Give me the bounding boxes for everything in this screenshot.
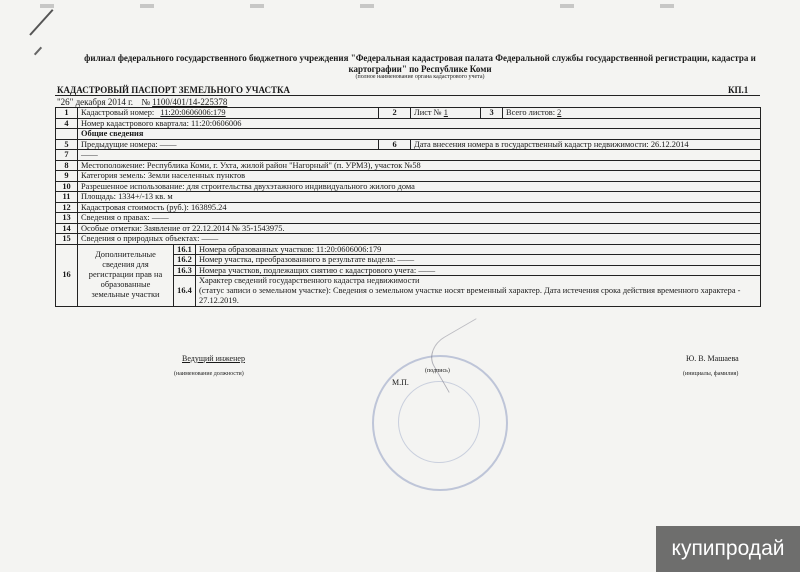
location: Местоположение: Республика Коми, г. Ухта, жилой район "Нагорный" (п. УРМЗ), участок №58 <box>78 160 761 171</box>
additional-info-label: Дополнительные сведения для регистрации прав на образованные земельные участки <box>78 244 174 306</box>
signer-name: Ю. В. Машаева <box>686 354 739 363</box>
row-7-value: —— <box>78 150 761 161</box>
sheet-number-cell <box>411 108 481 119</box>
pen-mark <box>29 9 53 36</box>
row-number: 4 <box>56 118 78 129</box>
signature-caption: (подпись) <box>425 368 450 374</box>
formed-parcels: Номера образованных участков: 11:20:0606006:179 <box>196 244 761 255</box>
row-number: 3 <box>481 108 503 119</box>
cadastral-number-cell <box>78 108 379 119</box>
row-number: 8 <box>56 160 78 171</box>
total-sheets-label: Всего листов: <box>506 108 556 117</box>
record-status: (статус записи о земельном участке): Сведения о земельном участке носят временный характер. Дата истечения срока действия временного характера - 27.12.2019. <box>196 286 761 307</box>
permitted-use: Разрешенное использование: для строительства двухэтажного индивидуального жилого дома <box>78 181 761 192</box>
scan-edge-mark <box>660 4 674 8</box>
pen-mark <box>34 47 42 56</box>
scan-edge-mark <box>560 4 574 8</box>
watermark: купипродай <box>656 526 800 572</box>
table-row <box>56 244 761 255</box>
table-row <box>56 139 761 150</box>
area: Площадь: 1334+/-13 кв. м <box>78 192 761 203</box>
parcels-to-remove: Номера участков, подлежащих снятию с кадастрового учета: —— <box>196 265 761 276</box>
signer-position: Ведущий инженер <box>182 354 245 363</box>
organization-caption: (полное наименование органа кадастрового учета) <box>355 74 485 80</box>
scan-edge-mark <box>250 4 264 8</box>
sheet-value: 1 <box>443 108 448 117</box>
special-notes: Особые отметки: Заявление от 22.12.2014 № 35-1543975. <box>78 223 761 234</box>
table-row <box>56 108 761 119</box>
cadastral-number-value: 11:20:0606006:179 <box>160 108 226 117</box>
record-nature-title: Характер сведений государственного кадастра недвижимости <box>196 276 761 286</box>
table-row <box>56 234 761 245</box>
scan-edge-mark <box>140 4 154 8</box>
document-date-line <box>57 97 227 107</box>
row-number: 10 <box>56 181 78 192</box>
previous-numbers: Предыдущие номера: —— <box>78 139 379 150</box>
row-number: 6 <box>379 139 411 150</box>
row-number: 2 <box>379 108 411 119</box>
rights-info: Сведения о правах: —— <box>78 213 761 224</box>
number-sign: № <box>141 97 150 107</box>
registration-date: Дата внесения номера в государственный кадастр недвижимости: 26.12.2014 <box>411 139 761 150</box>
cadastral-value: Кадастровая стоимость (руб.): 163895.24 <box>78 202 761 213</box>
table-row <box>56 202 761 213</box>
section-general-info: Общие сведения <box>78 129 761 140</box>
transformed-parcel: Номер участка, преобразованного в результате выдела: —— <box>196 255 761 266</box>
scan-edge-mark <box>360 4 374 8</box>
document-title: КАДАСТРОВЫЙ ПАСПОРТ ЗЕМЕЛЬНОГО УЧАСТКА <box>57 85 291 95</box>
table-row <box>56 150 761 161</box>
sub-row-number: 16.3 <box>174 265 196 276</box>
table-row <box>56 129 761 140</box>
row-number: 15 <box>56 234 78 245</box>
table-row <box>56 181 761 192</box>
sub-row-number: 16.4 <box>174 276 196 307</box>
table-row <box>56 192 761 203</box>
table-row <box>56 223 761 234</box>
document-number: 1100/401/14-225378 <box>152 97 228 107</box>
total-sheets-cell <box>503 108 761 119</box>
row-number: 1 <box>56 108 78 119</box>
table-row <box>56 118 761 129</box>
land-category: Категория земель: Земли населенных пунктов <box>78 171 761 182</box>
official-seal-emblem <box>398 381 480 463</box>
row-number: 5 <box>56 139 78 150</box>
natural-objects: Сведения о природных объектах: —— <box>78 234 761 245</box>
sub-row-number: 16.2 <box>174 255 196 266</box>
table-row <box>56 160 761 171</box>
stamp-place-label: М.П. <box>392 378 409 387</box>
row-number: 16 <box>56 244 78 306</box>
divider <box>55 95 760 96</box>
position-caption: (наименование должности) <box>174 371 244 377</box>
form-code: КП.1 <box>728 85 749 95</box>
cadastral-table <box>55 107 761 307</box>
row-number: 13 <box>56 213 78 224</box>
name-caption: (инициалы, фамилия) <box>683 371 739 377</box>
document-date: "26" декабря 2014 г. <box>57 97 134 107</box>
table-row <box>56 213 761 224</box>
organization-name: филиал федерального государственного бюджетного учреждения "Федеральная кадастровая палата Федеральной службы государственной регистрации, кадастра и картографии" по Республике Коми <box>84 53 756 74</box>
table-row <box>56 171 761 182</box>
row-number: 7 <box>56 150 78 161</box>
row-number: 9 <box>56 171 78 182</box>
quarter-number: Номер кадастрового квартала: 11:20:0606006 <box>78 118 761 129</box>
row-number: 11 <box>56 192 78 203</box>
row-number: 12 <box>56 202 78 213</box>
total-sheets-value: 2 <box>557 108 562 117</box>
sub-row-number: 16.1 <box>174 244 196 255</box>
row-number: 14 <box>56 223 78 234</box>
sheet-label: Лист № <box>414 108 442 117</box>
cadastral-number-label: Кадастровый номер: <box>81 108 155 117</box>
scan-edge-mark <box>40 4 54 8</box>
